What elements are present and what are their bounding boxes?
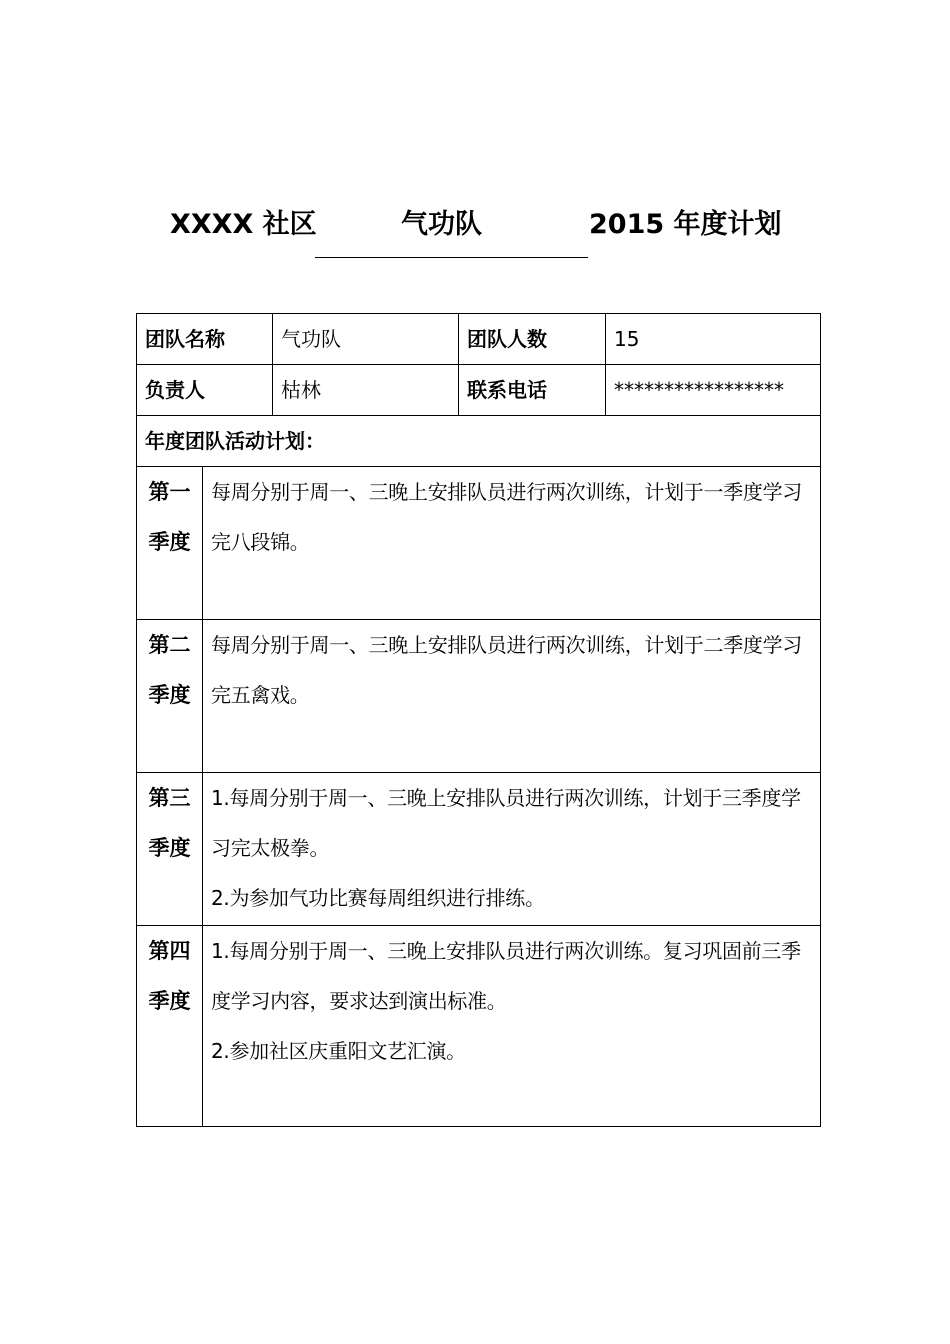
phone-label: 联系电话 bbox=[459, 365, 606, 416]
season-content bbox=[203, 773, 821, 926]
leader-row bbox=[137, 365, 821, 416]
season-line: 每周分别于周一、三晚上安排队员进行两次训练，计划于二季度学习完五禽戏。 bbox=[211, 633, 802, 707]
team-info-row bbox=[137, 314, 821, 365]
plan-table bbox=[136, 313, 821, 1127]
season-row bbox=[137, 467, 821, 620]
season-label: 第二季度 bbox=[137, 620, 203, 773]
phone-value: ***************** bbox=[606, 365, 821, 416]
plan-heading-row bbox=[137, 416, 821, 467]
team-size-label: 团队人数 bbox=[459, 314, 606, 365]
title-underline bbox=[315, 257, 588, 258]
team-name-label: 团队名称 bbox=[137, 314, 273, 365]
season-label: 第一季度 bbox=[137, 467, 203, 620]
leader-label: 负责人 bbox=[137, 365, 273, 416]
team-size-value: 15 bbox=[606, 314, 821, 365]
plan-heading: 年度团队活动计划： bbox=[137, 416, 821, 467]
season-content bbox=[203, 926, 821, 1127]
team-name-value: 气功队 bbox=[273, 314, 459, 365]
season-label: 第三季度 bbox=[137, 773, 203, 926]
title-community: XXXX 社区 bbox=[170, 209, 317, 240]
season-content bbox=[203, 467, 821, 620]
title-plan: 2015 年度计划 bbox=[589, 209, 782, 240]
season-line: 1.每周分别于周一、三晚上安排队员进行两次训练，计划于三季度学习完太极拳。 bbox=[211, 786, 801, 860]
season-row bbox=[137, 620, 821, 773]
season-row bbox=[137, 926, 821, 1127]
title-team: 气功队 bbox=[401, 209, 482, 240]
season-line: 1.每周分别于周一、三晚上安排队员进行两次训练。复习巩固前三季度学习内容，要求达到演出标准。 bbox=[211, 939, 801, 1013]
season-line: 2.为参加气功比赛每周组织进行排练。 bbox=[211, 886, 545, 910]
season-line: 每周分别于周一、三晚上安排队员进行两次训练，计划于一季度学习完八段锦。 bbox=[211, 480, 802, 554]
season-label: 第四季度 bbox=[137, 926, 203, 1127]
leader-value: 枯林 bbox=[273, 365, 459, 416]
season-content bbox=[203, 620, 821, 773]
season-row bbox=[137, 773, 821, 926]
season-line: 2.参加社区庆重阳文艺汇演。 bbox=[211, 1039, 466, 1063]
